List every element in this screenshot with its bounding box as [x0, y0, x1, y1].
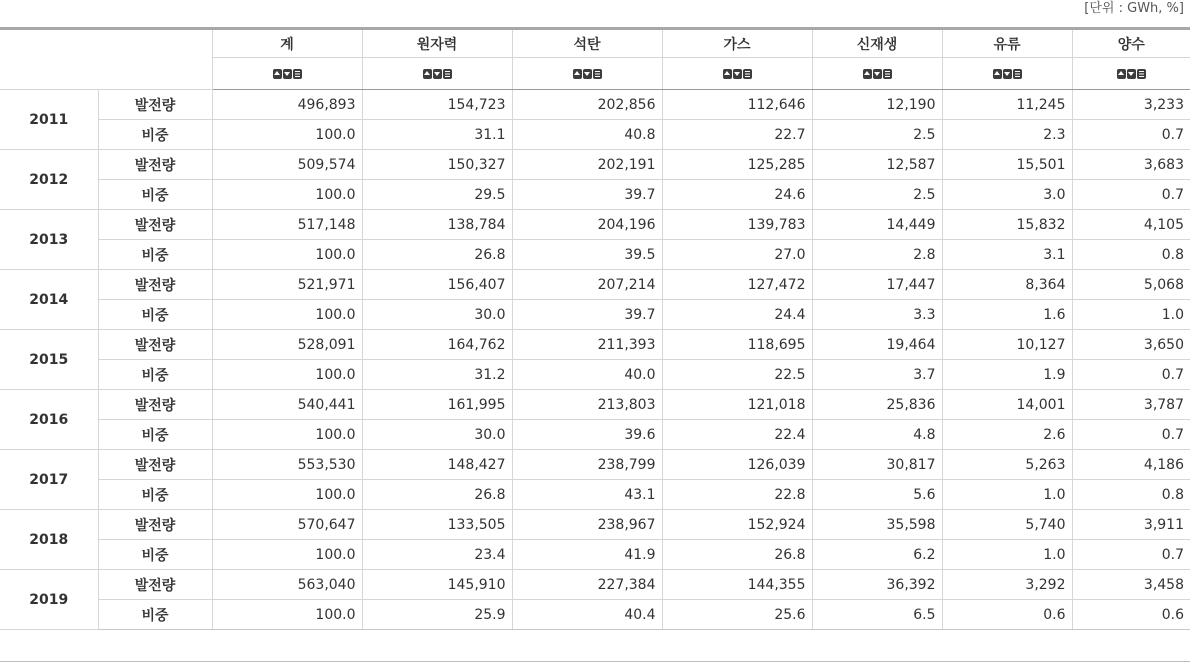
generation-cell-nuclear: 156,407: [362, 270, 512, 300]
year-cell: 2013: [0, 210, 98, 270]
share-cell-renewable: 3.3: [812, 300, 942, 330]
generation-cell-pumped: 3,458: [1072, 570, 1190, 600]
column-header-renewable: 신재생: [812, 29, 942, 58]
generation-cell-oil: 10,127: [942, 330, 1072, 360]
generation-cell-total: 528,091: [212, 330, 362, 360]
generation-cell-coal: 211,393: [512, 330, 662, 360]
generation-cell-coal: 207,214: [512, 270, 662, 300]
share-cell-coal: 39.5: [512, 240, 662, 270]
table-row: [0, 360, 1190, 390]
share-cell-coal: 39.7: [512, 180, 662, 210]
share-cell-total: 100.0: [212, 240, 362, 270]
share-cell-oil: 1.9: [942, 360, 1072, 390]
year-cell: 2016: [0, 390, 98, 450]
generation-cell-coal: 238,799: [512, 450, 662, 480]
share-cell-gas: 26.8: [662, 540, 812, 570]
table-header: [0, 29, 1190, 90]
share-cell-pumped: 0.7: [1072, 180, 1190, 210]
share-cell-pumped: 0.6: [1072, 600, 1190, 630]
electricity-generation-table: [0, 27, 1190, 630]
generation-cell-pumped: 3,233: [1072, 90, 1190, 120]
generation-cell-gas: 126,039: [662, 450, 812, 480]
sort-ascending-icon[interactable]: [723, 69, 732, 79]
table-row: [0, 570, 1190, 600]
share-cell-coal: 43.1: [512, 480, 662, 510]
generation-cell-renewable: 19,464: [812, 330, 942, 360]
share-cell-nuclear: 31.1: [362, 120, 512, 150]
generation-cell-renewable: 12,190: [812, 90, 942, 120]
share-cell-oil: 2.3: [942, 120, 1072, 150]
table-row: [0, 120, 1190, 150]
generation-cell-oil: 15,501: [942, 150, 1072, 180]
share-cell-total: 100.0: [212, 420, 362, 450]
sort-descending-icon[interactable]: [1003, 69, 1012, 79]
share-cell-gas: 22.8: [662, 480, 812, 510]
sort-button-group: [723, 69, 752, 79]
generation-cell-coal: 227,384: [512, 570, 662, 600]
year-cell: 2018: [0, 510, 98, 570]
generation-cell-nuclear: 154,723: [362, 90, 512, 120]
sort-menu-icon[interactable]: [293, 69, 302, 79]
row-label-share: 비중: [98, 120, 212, 150]
sort-descending-icon[interactable]: [283, 69, 292, 79]
share-cell-oil: 0.6: [942, 600, 1072, 630]
share-cell-gas: 24.6: [662, 180, 812, 210]
share-cell-coal: 39.7: [512, 300, 662, 330]
table-row: [0, 240, 1190, 270]
share-cell-gas: 22.5: [662, 360, 812, 390]
generation-cell-coal: 202,191: [512, 150, 662, 180]
sort-button-group: [1117, 69, 1146, 79]
generation-cell-coal: 202,856: [512, 90, 662, 120]
generation-cell-gas: 125,285: [662, 150, 812, 180]
sort-menu-icon[interactable]: [443, 69, 452, 79]
table-row: [0, 300, 1190, 330]
row-label-generation: 발전량: [98, 450, 212, 480]
generation-cell-coal: 238,967: [512, 510, 662, 540]
sort-menu-icon[interactable]: [1137, 69, 1146, 79]
year-cell: 2011: [0, 90, 98, 150]
generation-cell-renewable: 12,587: [812, 150, 942, 180]
share-cell-nuclear: 26.8: [362, 480, 512, 510]
table-row: [0, 420, 1190, 450]
sort-menu-icon[interactable]: [1013, 69, 1022, 79]
share-cell-total: 100.0: [212, 180, 362, 210]
table-row: [0, 150, 1190, 180]
row-label-share: 비중: [98, 180, 212, 210]
share-cell-oil: 1.0: [942, 540, 1072, 570]
generation-cell-pumped: 3,787: [1072, 390, 1190, 420]
sort-ascending-icon[interactable]: [273, 69, 282, 79]
year-cell: 2012: [0, 150, 98, 210]
year-cell: 2019: [0, 570, 98, 630]
sort-descending-icon[interactable]: [433, 69, 442, 79]
share-cell-pumped: 0.7: [1072, 420, 1190, 450]
sort-button-group: [423, 69, 452, 79]
generation-cell-nuclear: 148,427: [362, 450, 512, 480]
table-row: [0, 270, 1190, 300]
generation-cell-oil: 15,832: [942, 210, 1072, 240]
unit-label: [단위 : GWh, %]: [1084, 1, 1184, 16]
share-cell-renewable: 6.2: [812, 540, 942, 570]
generation-cell-renewable: 36,392: [812, 570, 942, 600]
sort-button-group: [573, 69, 602, 79]
table-row: [0, 180, 1190, 210]
generation-cell-gas: 139,783: [662, 210, 812, 240]
year-cell: 2015: [0, 330, 98, 390]
share-cell-nuclear: 30.0: [362, 300, 512, 330]
generation-cell-pumped: 3,683: [1072, 150, 1190, 180]
generation-cell-gas: 152,924: [662, 510, 812, 540]
share-cell-coal: 41.9: [512, 540, 662, 570]
share-cell-nuclear: 25.9: [362, 600, 512, 630]
sort-menu-icon[interactable]: [743, 69, 752, 79]
generation-cell-oil: 8,364: [942, 270, 1072, 300]
row-label-share: 비중: [98, 540, 212, 570]
share-cell-gas: 24.4: [662, 300, 812, 330]
sort-ascending-icon[interactable]: [423, 69, 432, 79]
sort-descending-icon[interactable]: [873, 69, 882, 79]
sort-descending-icon[interactable]: [733, 69, 742, 79]
generation-cell-gas: 112,646: [662, 90, 812, 120]
table-row: [0, 510, 1190, 540]
sort-button-group: [273, 69, 302, 79]
generation-cell-total: 553,530: [212, 450, 362, 480]
table-row: [0, 450, 1190, 480]
sort-descending-icon[interactable]: [583, 69, 592, 79]
column-header-coal: 석탄: [512, 29, 662, 58]
generation-cell-nuclear: 161,995: [362, 390, 512, 420]
sort-controls-total: [212, 58, 362, 90]
generation-cell-pumped: 4,186: [1072, 450, 1190, 480]
generation-cell-oil: 14,001: [942, 390, 1072, 420]
share-cell-renewable: 5.6: [812, 480, 942, 510]
generation-cell-total: 563,040: [212, 570, 362, 600]
sort-controls-nuclear: [362, 58, 512, 90]
generation-cell-pumped: 5,068: [1072, 270, 1190, 300]
row-label-generation: 발전량: [98, 210, 212, 240]
table-row: [0, 390, 1190, 420]
share-cell-pumped: 0.7: [1072, 360, 1190, 390]
column-header-total: 계: [212, 29, 362, 58]
generation-cell-nuclear: 138,784: [362, 210, 512, 240]
row-label-generation: 발전량: [98, 390, 212, 420]
row-label-share: 비중: [98, 420, 212, 450]
year-cell: 2017: [0, 450, 98, 510]
sort-ascending-icon[interactable]: [1117, 69, 1126, 79]
share-cell-gas: 22.4: [662, 420, 812, 450]
table-row: [0, 540, 1190, 570]
column-header-oil: 유류: [942, 29, 1072, 58]
share-cell-total: 100.0: [212, 120, 362, 150]
row-label-generation: 발전량: [98, 150, 212, 180]
generation-cell-pumped: 3,911: [1072, 510, 1190, 540]
generation-cell-renewable: 14,449: [812, 210, 942, 240]
share-cell-pumped: 0.7: [1072, 120, 1190, 150]
column-header-gas: 가스: [662, 29, 812, 58]
table-row: [0, 480, 1190, 510]
sort-controls-renewable: [812, 58, 942, 90]
sort-controls-gas: [662, 58, 812, 90]
generation-cell-total: 570,647: [212, 510, 362, 540]
generation-cell-total: 517,148: [212, 210, 362, 240]
generation-cell-nuclear: 145,910: [362, 570, 512, 600]
sort-ascending-icon[interactable]: [863, 69, 872, 79]
generation-cell-renewable: 30,817: [812, 450, 942, 480]
share-cell-nuclear: 30.0: [362, 420, 512, 450]
row-label-share: 비중: [98, 300, 212, 330]
generation-cell-total: 496,893: [212, 90, 362, 120]
row-label-generation: 발전량: [98, 330, 212, 360]
share-cell-coal: 40.0: [512, 360, 662, 390]
row-label-generation: 발전량: [98, 510, 212, 540]
table-row: [0, 90, 1190, 120]
share-cell-coal: 39.6: [512, 420, 662, 450]
row-label-share: 비중: [98, 240, 212, 270]
share-cell-nuclear: 26.8: [362, 240, 512, 270]
generation-cell-oil: 5,740: [942, 510, 1072, 540]
share-cell-gas: 22.7: [662, 120, 812, 150]
sort-controls-oil: [942, 58, 1072, 90]
share-cell-total: 100.0: [212, 540, 362, 570]
table-body: [0, 90, 1190, 630]
share-cell-oil: 3.1: [942, 240, 1072, 270]
share-cell-total: 100.0: [212, 480, 362, 510]
share-cell-coal: 40.8: [512, 120, 662, 150]
share-cell-nuclear: 23.4: [362, 540, 512, 570]
generation-cell-renewable: 25,836: [812, 390, 942, 420]
generation-cell-total: 521,971: [212, 270, 362, 300]
share-cell-total: 100.0: [212, 360, 362, 390]
share-cell-oil: 2.6: [942, 420, 1072, 450]
generation-cell-renewable: 35,598: [812, 510, 942, 540]
generation-cell-oil: 3,292: [942, 570, 1072, 600]
share-cell-total: 100.0: [212, 300, 362, 330]
generation-cell-total: 540,441: [212, 390, 362, 420]
generation-cell-oil: 11,245: [942, 90, 1072, 120]
share-cell-oil: 1.6: [942, 300, 1072, 330]
row-label-share: 비중: [98, 600, 212, 630]
sort-menu-icon[interactable]: [593, 69, 602, 79]
share-cell-oil: 1.0: [942, 480, 1072, 510]
share-cell-renewable: 6.5: [812, 600, 942, 630]
sort-ascending-icon[interactable]: [993, 69, 1002, 79]
generation-cell-coal: 213,803: [512, 390, 662, 420]
row-label-generation: 발전량: [98, 570, 212, 600]
generation-cell-gas: 127,472: [662, 270, 812, 300]
generation-cell-nuclear: 133,505: [362, 510, 512, 540]
share-cell-pumped: 1.0: [1072, 300, 1190, 330]
sort-button-group: [863, 69, 892, 79]
bottom-divider: [0, 661, 1190, 662]
share-cell-total: 100.0: [212, 600, 362, 630]
column-header-nuclear: 원자력: [362, 29, 512, 58]
share-cell-gas: 27.0: [662, 240, 812, 270]
share-cell-renewable: 2.5: [812, 180, 942, 210]
generation-cell-oil: 5,263: [942, 450, 1072, 480]
year-cell: 2014: [0, 270, 98, 330]
table-row: [0, 210, 1190, 240]
table-row: [0, 330, 1190, 360]
generation-cell-gas: 144,355: [662, 570, 812, 600]
share-cell-renewable: 2.5: [812, 120, 942, 150]
share-cell-coal: 40.4: [512, 600, 662, 630]
share-cell-gas: 25.6: [662, 600, 812, 630]
generation-cell-total: 509,574: [212, 150, 362, 180]
generation-cell-pumped: 3,650: [1072, 330, 1190, 360]
header-corner: [0, 29, 212, 90]
share-cell-renewable: 3.7: [812, 360, 942, 390]
generation-cell-nuclear: 164,762: [362, 330, 512, 360]
generation-cell-nuclear: 150,327: [362, 150, 512, 180]
sort-descending-icon[interactable]: [1127, 69, 1136, 79]
sort-ascending-icon[interactable]: [573, 69, 582, 79]
share-cell-nuclear: 31.2: [362, 360, 512, 390]
sort-button-group: [993, 69, 1022, 79]
row-label-share: 비중: [98, 360, 212, 390]
share-cell-renewable: 4.8: [812, 420, 942, 450]
row-label-share: 비중: [98, 480, 212, 510]
row-label-generation: 발전량: [98, 90, 212, 120]
generation-cell-pumped: 4,105: [1072, 210, 1190, 240]
share-cell-renewable: 2.8: [812, 240, 942, 270]
share-cell-pumped: 0.8: [1072, 240, 1190, 270]
share-cell-pumped: 0.7: [1072, 540, 1190, 570]
table-row: [0, 600, 1190, 630]
generation-cell-gas: 118,695: [662, 330, 812, 360]
column-header-pumped: 양수: [1072, 29, 1190, 58]
share-cell-pumped: 0.8: [1072, 480, 1190, 510]
sort-controls-pumped: [1072, 58, 1190, 90]
row-label-generation: 발전량: [98, 270, 212, 300]
generation-cell-coal: 204,196: [512, 210, 662, 240]
generation-cell-gas: 121,018: [662, 390, 812, 420]
generation-cell-renewable: 17,447: [812, 270, 942, 300]
share-cell-nuclear: 29.5: [362, 180, 512, 210]
sort-menu-icon[interactable]: [883, 69, 892, 79]
share-cell-oil: 3.0: [942, 180, 1072, 210]
sort-controls-coal: [512, 58, 662, 90]
